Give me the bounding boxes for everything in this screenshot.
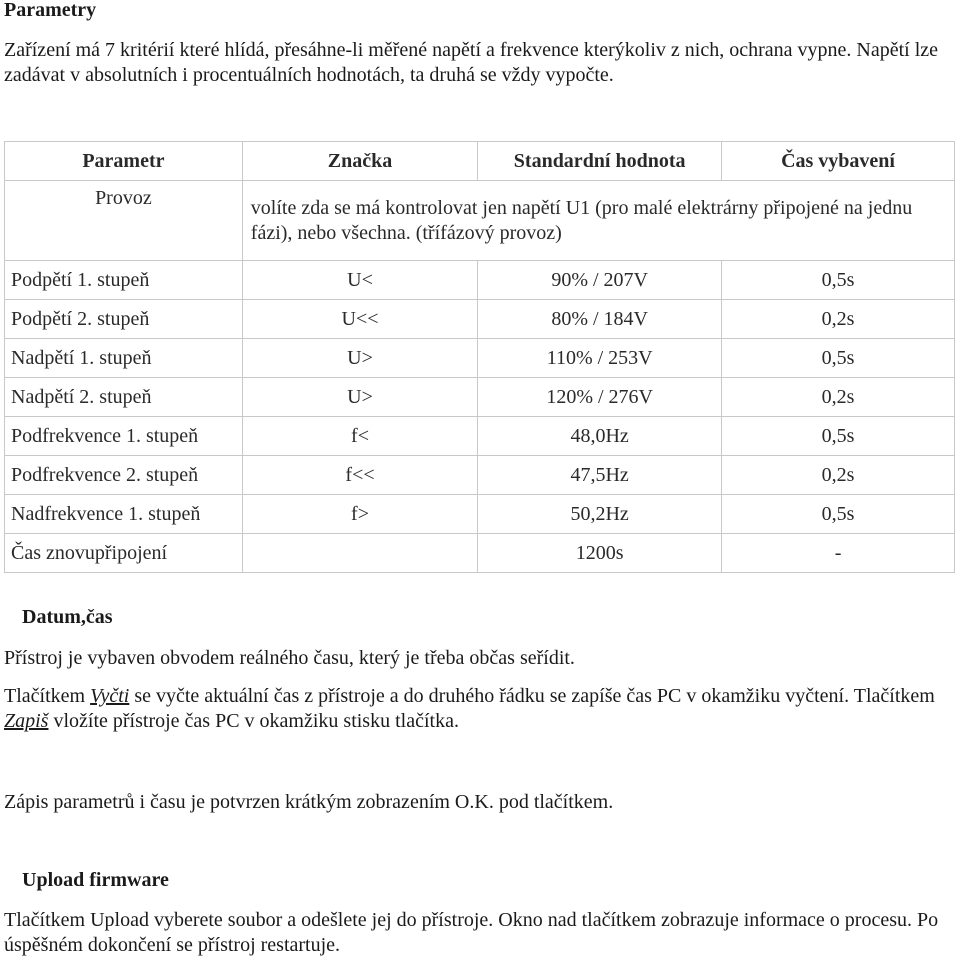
cell-cas: 0,2s [722,456,955,495]
cell-hodnota: 90% / 207V [478,261,722,300]
table-header-row [5,142,955,181]
cell-hodnota: 47,5Hz [478,456,722,495]
cell-cas: 0,5s [722,261,955,300]
cell-cas: 0,5s [722,495,955,534]
cell-znacka [242,534,477,573]
cell-hodnota: 1200s [478,534,722,573]
cell-znacka: f< [242,417,477,456]
table-row [5,495,955,534]
cell-parametr: Čas znovupřipojení [5,534,243,573]
p2-text: Tlačítkem [4,685,91,707]
table-row [5,534,955,573]
provoz-description: volíte zda se má kontrolovat jen napětí U1 (pro malé elektrárny připojené na jednu fázi), nebo všechna. (třífázový provoz) [242,181,954,261]
cell-parametr: Nadfrekvence 1. stupeň [5,495,243,534]
zapis-button-ref: Zapiš [4,710,49,732]
vycti-button-ref: Vyčti [90,685,130,707]
cell-parametr: Nadpětí 1. stupeň [5,339,243,378]
cell-parametr: Podfrekvence 1. stupeň [5,417,243,456]
header-standardni-hodnota: Standardní hodnota [478,142,722,181]
cell-cas: 0,2s [722,300,955,339]
datum-cas-heading: Datum,čas [22,606,113,628]
p2-text: vložíte přístroje čas PC v okamžiku stisku tlačítka. [48,710,459,732]
table-row [5,417,955,456]
cell-hodnota: 110% / 253V [478,339,722,378]
datum-cas-p3: Zápis parametrů i času je potvrzen krátkým zobrazením O.K. pod tlačítkem. [4,791,614,813]
parametry-heading: Parametry [4,0,97,21]
cell-parametr: Podfrekvence 2. stupeň [5,456,243,495]
header-cas-vybaveni: Čas vybavení [722,142,955,181]
cell-parametr: Nadpětí 2. stupeň [5,378,243,417]
table-row [5,456,955,495]
cell-znacka: U< [242,261,477,300]
cell-cas: - [722,534,955,573]
cell-znacka: U> [242,378,477,417]
cell-znacka: f<< [242,456,477,495]
datum-cas-p1: Přístroj je vybaven obvodem reálného času, který je třeba občas seřídit. [4,647,575,669]
cell-parametr: Podpětí 1. stupeň [5,261,243,300]
cell-znacka: U<< [242,300,477,339]
table-row [5,261,955,300]
table-row [5,339,955,378]
cell-hodnota: 48,0Hz [478,417,722,456]
parametry-intro: Zařízení má 7 kritérií které hlídá, přesáhne-li měřené napětí a frekvence kterýkoliv z nich, ochrana vypne. Napětí lze zadávat v absolutních i procentuálních hodnotách, ta druhá se vždy vypočte. [4,39,939,86]
table-row-provoz [5,181,955,261]
datum-cas-p2 [4,684,954,734]
cell-hodnota: 50,2Hz [478,495,722,534]
cell-parametr: Podpětí 2. stupeň [5,300,243,339]
provoz-label: Provoz [5,181,243,261]
parameter-table [4,141,955,573]
header-parametr: Parametr [5,142,243,181]
p2-text: se vyčte aktuální čas z přístroje a do druhého řádku se zapíše čas PC v okamžiku vyčtení. Tlačítkem [129,685,935,707]
cell-cas: 0,5s [722,417,955,456]
upload-text: Tlačítkem Upload vyberete soubor a odešlete jej do přístroje. Okno nad tlačítkem zobrazuje informace o procesu. Po úspěšném dokončení se přístroj restartuje. [4,909,939,956]
cell-znacka: U> [242,339,477,378]
cell-hodnota: 80% / 184V [478,300,722,339]
cell-cas: 0,5s [722,339,955,378]
upload-heading: Upload firmware [22,869,169,891]
header-znacka: Značka [242,142,477,181]
table-row [5,378,955,417]
cell-znacka: f> [242,495,477,534]
cell-hodnota: 120% / 276V [478,378,722,417]
cell-cas: 0,2s [722,378,955,417]
table-row [5,300,955,339]
